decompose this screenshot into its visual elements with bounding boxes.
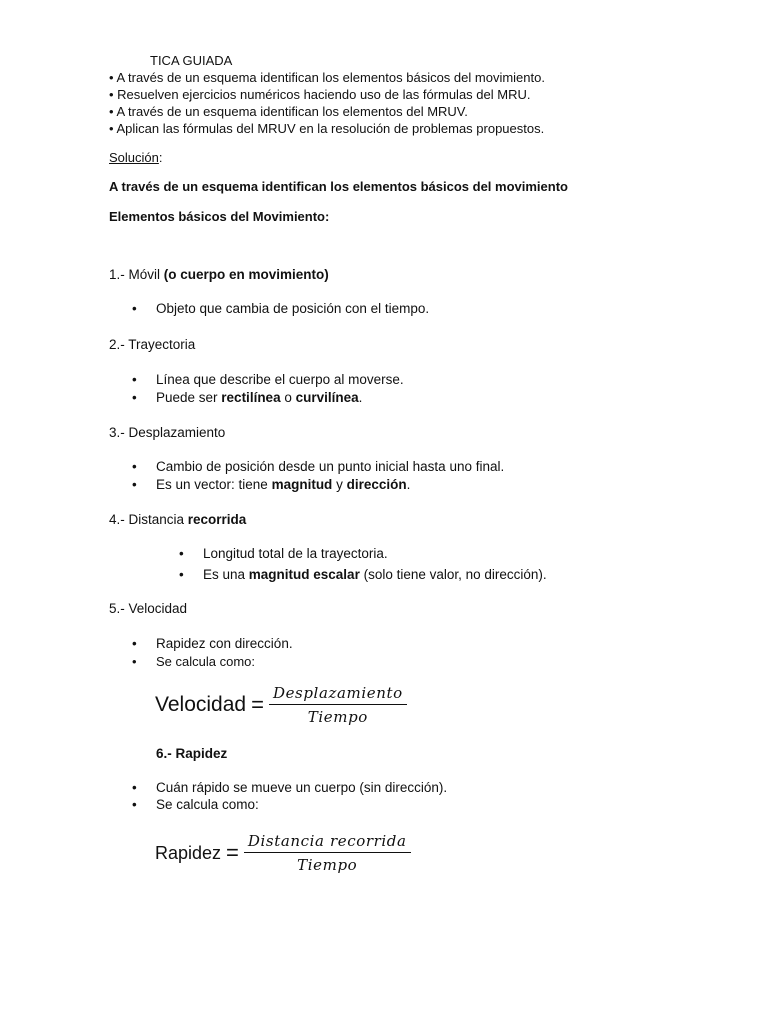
rapidez-formula-equals: = <box>226 840 239 865</box>
section-velocidad-title: 5.- Velocidad <box>109 601 188 616</box>
bullet-icon: • <box>132 636 137 651</box>
objective-2: • Resuelven ejercicios numéricos haciendo uso de las fórmulas del MRU. <box>109 87 531 102</box>
bullet-icon: • <box>132 301 137 316</box>
distancia-bullet-1 <box>179 546 388 561</box>
trayectoria-bullet-2 <box>132 390 363 405</box>
rapidez-formula-denominator: Tiempo <box>297 856 358 874</box>
movil-title-number: 1.- Móvil <box>109 267 164 282</box>
bullet-icon: • <box>132 780 137 795</box>
distancia-b2-c: (solo tiene valor, no dirección). <box>359 567 547 582</box>
section-rapidez-title: 6.- Rapidez <box>156 746 228 761</box>
desplazamiento-bullet-1-text: Cambio de posición desde un punto inicial hasta uno final. <box>156 459 505 474</box>
bullet-icon: • <box>132 654 137 669</box>
trayectoria-bullet-1 <box>132 372 404 387</box>
rapidez-bullet-2-text: Se calcula como: <box>156 797 259 812</box>
distancia-title-number: 4.- Distancia <box>109 512 188 527</box>
solution-label <box>109 150 163 165</box>
bullet-icon: • <box>132 372 137 387</box>
movil-bullet-1 <box>132 301 430 316</box>
bullet-icon: • <box>132 797 137 812</box>
distancia-b2-b: magnitud escalar <box>248 567 360 582</box>
trayectoria-b2-c: o <box>280 390 296 405</box>
section-distancia-title <box>109 512 246 527</box>
desplazamiento-bullet-1 <box>132 459 505 474</box>
movil-bullet-1-text: Objeto que cambia de posición con el tiempo. <box>156 301 430 316</box>
trayectoria-b2-a: Puede ser <box>156 390 222 405</box>
velocidad-bullet-2 <box>132 654 255 669</box>
desplazamiento-bullet-2 <box>132 477 411 492</box>
velocidad-bullet-2-text: Se calcula como: <box>156 654 255 669</box>
page-title: TICA GUIADA <box>150 53 233 68</box>
rapidez-formula-fraction <box>244 832 411 874</box>
distancia-b2-a: Es una <box>203 567 249 582</box>
trayectoria-b2-e: . <box>358 390 363 405</box>
velocidad-formula-fraction <box>269 684 407 726</box>
solution-heading: A través de un esquema identifican los elementos básicos del movimiento <box>109 179 568 194</box>
rapidez-bullet-1 <box>132 780 448 795</box>
solution-label-text: Solución <box>109 150 159 165</box>
bullet-icon: • <box>132 477 137 492</box>
distancia-title-bold: recorrida <box>187 512 247 527</box>
trayectoria-b2-b: rectilínea <box>221 390 281 405</box>
distancia-bullet-2 <box>179 567 547 582</box>
movil-title-bold: (o cuerpo en movimiento) <box>163 267 329 282</box>
distancia-bullet-1-text: Longitud total de la trayectoria. <box>203 546 388 561</box>
trayectoria-bullet-1-text: Línea que describe el cuerpo al moverse. <box>156 372 404 387</box>
velocidad-bullet-1 <box>132 636 293 651</box>
rapidez-formula-numerator: Distancia recorrida <box>247 832 407 850</box>
desplazamiento-b2-c: y <box>332 477 347 492</box>
section-desplazamiento-title: 3.- Desplazamiento <box>109 425 226 440</box>
velocidad-bullet-1-text: Rapidez con dirección. <box>156 636 293 651</box>
velocidad-formula-lhs: Velocidad <box>155 693 247 716</box>
desplazamiento-b2-d: dirección <box>346 477 407 492</box>
rapidez-bullet-2 <box>132 797 259 812</box>
solution-colon: : <box>158 150 163 165</box>
rapidez-formula-lhs: Rapidez <box>155 842 222 863</box>
objective-4: • Aplican las fórmulas del MRUV en la resolución de problemas propuestos. <box>109 121 545 136</box>
bullet-icon: • <box>179 546 184 561</box>
rapidez-bullet-1-text: Cuán rápido se mueve un cuerpo (sin dirección). <box>156 780 448 795</box>
velocidad-formula-equals: = <box>251 692 264 717</box>
section-movil-title <box>109 267 329 282</box>
velocidad-formula-numerator: Desplazamiento <box>272 684 403 702</box>
trayectoria-b2-d: curvilínea <box>295 390 359 405</box>
velocidad-formula-denominator: Tiempo <box>307 708 368 726</box>
desplazamiento-b2-e: . <box>406 477 411 492</box>
bullet-icon: • <box>132 390 137 405</box>
bullet-icon: • <box>179 567 184 582</box>
objective-3: • A través de un esquema identifican los elementos del MRUV. <box>109 104 468 119</box>
velocidad-formula <box>155 684 407 726</box>
section-trayectoria-title: 2.- Trayectoria <box>109 337 196 352</box>
desplazamiento-b2-a: Es un vector: tiene <box>156 477 272 492</box>
rapidez-formula <box>155 832 411 874</box>
desplazamiento-b2-b: magnitud <box>271 477 333 492</box>
objective-1: • A través de un esquema identifican los elementos básicos del movimiento. <box>109 70 545 85</box>
bullet-icon: • <box>132 459 137 474</box>
solution-subheading: Elementos básicos del Movimiento: <box>109 209 330 224</box>
